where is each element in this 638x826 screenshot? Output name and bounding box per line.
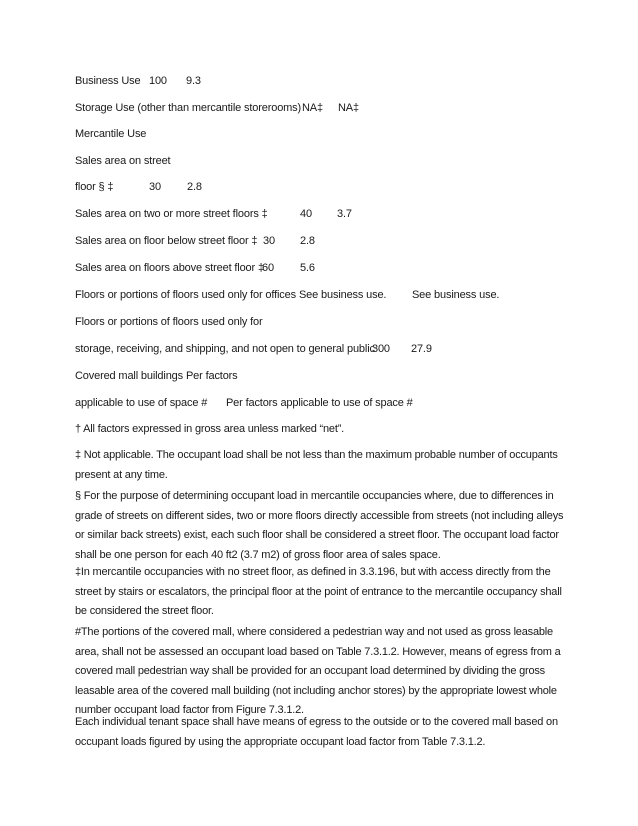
note-covered-mall: #The portions of the covered mall, where considered a pedestrian way and not used as gross leasable area, shall not be assessed an occupant load based on Table 7.3.1.2. However, means of egress from a covered mall pedestrian way shall be provided for an occupant load determined by dividing the gross leasable area of the covered mall building (not including anchor stores) by the appropriate lowest whole number occupant load factor from Figure 7.3.1.2. [75, 626, 561, 716]
row-value-2: 27.9 [411, 343, 432, 355]
note-no-street-floor: ‡In mercantile occupancies with no street floor, as defined in 3.3.196, but with access directly from the street by stairs or escalators, the principal floor at the point of entrance to the mercantile occupancy shall be considered the street floor. [75, 566, 562, 617]
row-label: Sales area on street [75, 155, 171, 167]
row-value-2: See business use. [412, 289, 500, 301]
row-label: Sales area on floors above street floor ‡ [75, 262, 264, 274]
note-section: § For the purpose of determining occupant load in mercantile occupancies where, due to differences in grade of streets on different sides, two or more floors directly accessible from streets (not including alleys or similar back streets) exist, each such floor shall be considered a street floor. The occupant load factor shall be one person for each 40 ft2 (3.7 m2) of gross floor area of sales space. [75, 490, 564, 561]
row-value-1: 40 [300, 208, 312, 220]
row-used-only-for [75, 315, 263, 329]
row-value-2: 3.7 [337, 208, 352, 220]
row-value-2: 2.8 [300, 235, 315, 247]
row-label: Floors or portions of floors used only for offices [75, 289, 296, 301]
row-label: Covered mall buildings [75, 370, 183, 382]
row-covered-mall [75, 369, 238, 383]
row-label: Storage Use (other than mercantile storerooms) [75, 102, 302, 114]
row-below-street-floor [75, 234, 315, 248]
row-label: Mercantile Use [75, 128, 147, 140]
row-label: floor § ‡ [75, 181, 114, 193]
row-value-1: 300 [372, 343, 390, 355]
row-value-2: 5.6 [300, 262, 315, 274]
note-double-dagger: ‡ Not applicable. The occupant load shall be not less than the maximum probable number of occupants present at any time. [75, 449, 558, 481]
row-storage-use [75, 101, 359, 115]
row-label: Sales area on two or more street floors ‡ [75, 208, 268, 220]
row-value-1: 30 [263, 235, 275, 247]
row-value-1: See business use. [299, 289, 387, 301]
note-dagger: † All factors expressed in gross area unless marked “net”. [75, 423, 345, 435]
row-mercantile-use [75, 127, 146, 141]
row-value-1: 60 [262, 262, 274, 274]
row-storage-receiving [75, 342, 432, 356]
row-value-2: 2.8 [187, 181, 202, 193]
row-label: Sales area on floor below street floor ‡ [75, 235, 258, 247]
note-tenant-space: Each individual tenant space shall have means of egress to the outside or to the covered mall based on occupant loads figured by using the appropriate occupant load factor from Table 7.3.1.2. [75, 716, 558, 748]
row-label: Business Use [75, 75, 141, 87]
row-value-2: NA‡ [338, 102, 359, 114]
row-business-use [75, 74, 201, 88]
row-label: applicable to use of space # [75, 397, 208, 409]
row-sales-area-street [75, 154, 170, 168]
row-offices [75, 288, 500, 302]
row-applicable [75, 396, 413, 410]
row-value-2: 9.3 [186, 75, 201, 87]
row-value-1: 30 [149, 181, 161, 193]
row-value-1: Per factors applicable to use of space # [226, 397, 413, 409]
row-value-1: NA‡ [302, 102, 323, 114]
row-label: Floors or portions of floors used only for [75, 316, 263, 328]
row-floor [75, 180, 202, 194]
row-two-or-more-street-floors [75, 207, 352, 221]
row-above-street-floor [75, 261, 315, 275]
row-value-1: Per factors [186, 370, 238, 382]
row-value-1: 100 [149, 75, 167, 87]
row-label: storage, receiving, and shipping, and not open to general public [75, 343, 375, 355]
